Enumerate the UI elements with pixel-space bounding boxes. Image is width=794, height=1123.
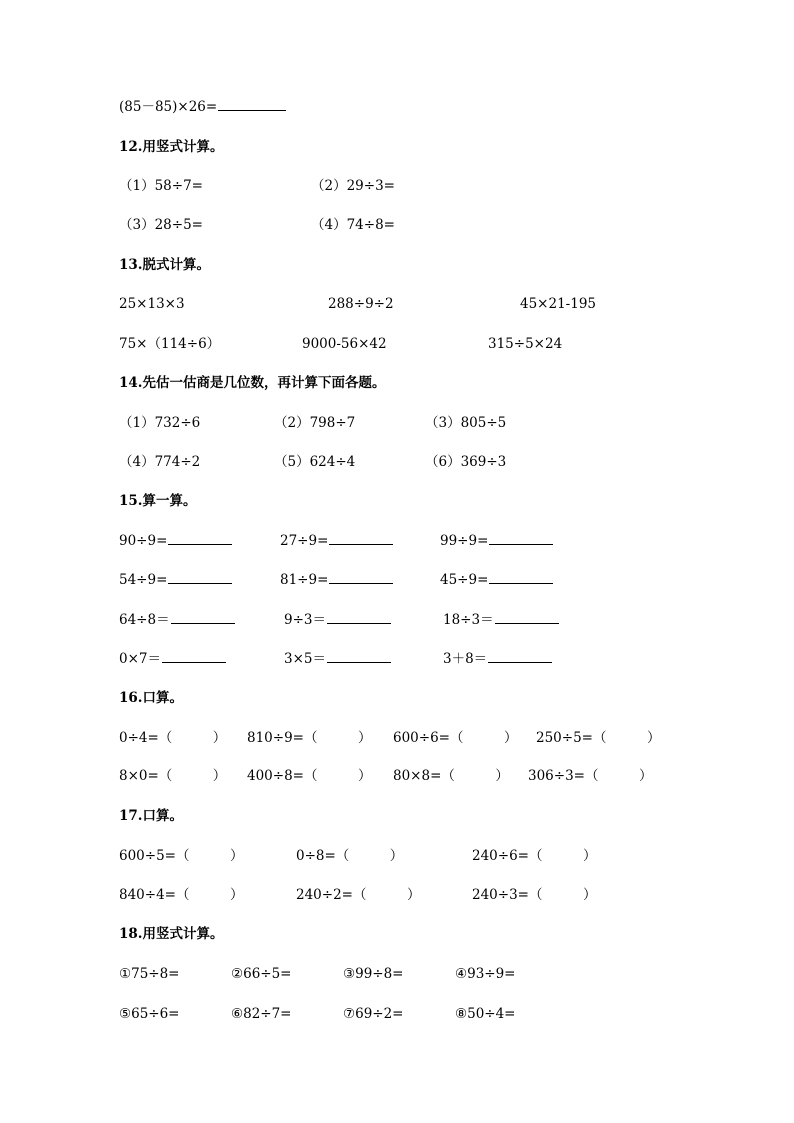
answer-blank[interactable] (327, 611, 391, 624)
answer-blank[interactable] (162, 650, 226, 663)
q16-item-8: 306÷3=（ ） (528, 768, 653, 784)
q16-item-1: 0÷4=（ ） (119, 730, 227, 746)
q14-item-2: （2）798÷7 (274, 415, 356, 431)
answer-blank[interactable] (168, 532, 232, 545)
q13-item-5: 9000-56×42 (302, 336, 387, 352)
question-14-heading: 14.先估一估商是几位数，再计算下面各题。 (119, 375, 386, 391)
q13-item-3: 45×21-195 (520, 296, 596, 312)
q14-item-3: （3）805÷5 (425, 415, 507, 431)
answer-blank[interactable] (218, 98, 286, 111)
q15-item-10: 0×7＝ (119, 650, 226, 668)
q15-item-7: 64÷8＝ (119, 611, 235, 629)
q16-item-2: 810÷9=（ ） (247, 730, 372, 746)
q15-item-6: 45÷9= (440, 571, 553, 589)
q13-item-6: 315÷5×24 (488, 336, 563, 352)
q13-item-2: 288÷9÷2 (328, 296, 394, 312)
q18-item-8: ⑧50÷4= (455, 1006, 516, 1022)
q18-item-4: ④93÷9= (455, 966, 516, 982)
q15-item-8: 9÷3＝ (284, 611, 391, 629)
q16-item-6: 400÷8=（ ） (247, 768, 372, 784)
question-17-heading: 17.口算。 (119, 808, 183, 824)
q14-item-5: （5）624÷4 (274, 454, 356, 470)
q12-item-4: （4）74÷8= (311, 217, 395, 233)
q12-item-2: （2）29÷3= (311, 178, 395, 194)
q15-item-4: 54÷9= (119, 571, 232, 589)
q15-item-9: 18÷3＝ (443, 611, 559, 629)
q16-item-4: 250÷5=（ ） (536, 730, 661, 746)
q15-item-12: 3＋8＝ (443, 650, 552, 668)
expression-line (119, 98, 286, 116)
q12-item-3: （3）28÷5= (119, 217, 203, 233)
answer-blank[interactable] (489, 532, 553, 545)
q17-item-6: 240÷3=（ ） (472, 887, 597, 903)
q17-item-5: 240÷2=（ ） (296, 887, 421, 903)
q16-item-5: 8×0=（ ） (119, 768, 227, 784)
answer-blank[interactable] (168, 571, 232, 584)
answer-blank[interactable] (327, 650, 391, 663)
q18-item-6: ⑥82÷7= (231, 1006, 292, 1022)
answer-blank[interactable] (329, 532, 393, 545)
q14-item-1: （1）732÷6 (119, 415, 201, 431)
q18-item-5: ⑤65÷6= (119, 1006, 180, 1022)
q16-item-7: 80×8=（ ） (393, 768, 509, 784)
expression-text: (85－85)×26= (119, 99, 218, 115)
question-16-heading: 16.口算。 (119, 690, 183, 706)
answer-blank[interactable] (489, 571, 553, 584)
answer-blank[interactable] (488, 650, 552, 663)
q15-item-11: 3×5＝ (284, 650, 391, 668)
q18-item-7: ⑦69÷2= (343, 1006, 404, 1022)
q12-item-1: （1）58÷7= (119, 178, 203, 194)
q13-item-1: 25×13×3 (119, 296, 185, 312)
q18-item-2: ②66÷5= (231, 966, 292, 982)
q17-item-2: 0÷8=（ ） (296, 848, 404, 864)
q14-item-4: （4）774÷2 (119, 454, 201, 470)
q18-item-3: ③99÷8= (343, 966, 404, 982)
q15-item-1: 90÷9= (119, 532, 232, 550)
q15-item-5: 81÷9= (280, 571, 393, 589)
question-18-heading: 18.用竖式计算。 (119, 926, 224, 942)
question-13-heading: 13.脱式计算。 (119, 257, 210, 273)
q17-item-4: 840÷4=（ ） (119, 887, 244, 903)
question-15-heading: 15.算一算。 (119, 493, 197, 509)
answer-blank[interactable] (171, 611, 235, 624)
q16-item-3: 600÷6=（ ） (393, 730, 518, 746)
q18-item-1: ①75÷8= (119, 966, 180, 982)
question-12-heading: 12.用竖式计算。 (119, 139, 224, 155)
q15-item-2: 27÷9= (280, 532, 393, 550)
q14-item-6: （6）369÷3 (425, 454, 507, 470)
q15-item-3: 99÷9= (440, 532, 553, 550)
q17-item-1: 600÷5=（ ） (119, 848, 244, 864)
q17-item-3: 240÷6=（ ） (472, 848, 597, 864)
answer-blank[interactable] (495, 611, 559, 624)
answer-blank[interactable] (329, 571, 393, 584)
q13-item-4: 75×（114÷6） (119, 336, 221, 352)
